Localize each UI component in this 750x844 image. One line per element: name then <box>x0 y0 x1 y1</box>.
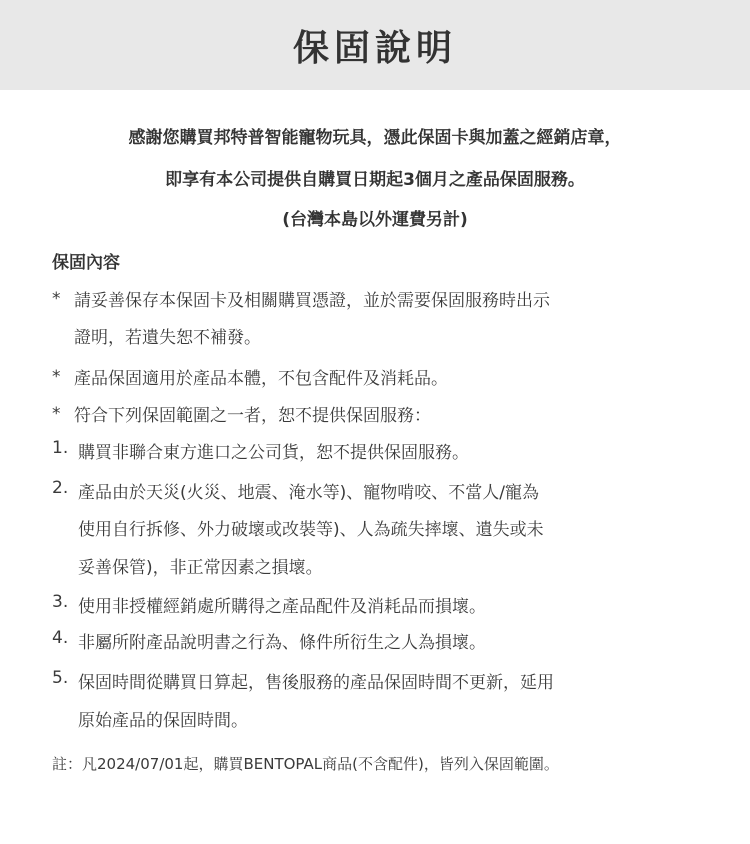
item-4-line-1: 非屬所附產品說明書之行為、條件所衍生之人為損壞。 <box>78 633 486 653</box>
page-title: 保固說明 <box>292 27 457 69</box>
intro-line-1: 感謝您購買邦特普智能寵物玩具，憑此保固卡與加蓋之經銷店章， <box>128 128 622 148</box>
item-number: 3. <box>52 592 69 612</box>
item-1-line-1: 購買非聯合東方進口之公司貨，恕不提供保固服務。 <box>78 443 469 463</box>
item-number: 2. <box>52 478 69 498</box>
item-2-line-2: 使用自行拆修、外力破壞或改裝等)、人為疏失摔壞、遺失或未 <box>78 520 544 540</box>
footnote: 註：凡2024/07/01起，購買BENTOPAL商品(不含配件)，皆列入保固範圍。 <box>52 755 559 773</box>
item-2-line-1: 產品由於天災(火災、地震、淹水等)、寵物啃咬、不當人/寵為 <box>78 483 539 503</box>
title-bar <box>0 0 750 90</box>
item-number: 1. <box>52 438 69 458</box>
bullet-1-line-2: 證明，若遺失恕不補發。 <box>74 328 261 348</box>
item-2-line-3: 妥善保管)，非正常因素之損壞。 <box>78 558 323 578</box>
bullet-marker: * <box>52 289 61 309</box>
item-5-line-1: 保固時間從購買日算起，售後服務的產品保固時間不更新，延用 <box>78 673 554 693</box>
section-title: 保固內容 <box>52 253 120 273</box>
item-number: 5. <box>52 668 69 688</box>
item-3-line-1: 使用非授權經銷處所購得之產品配件及消耗品而損壞。 <box>78 597 486 617</box>
bullet-1-line-1: 請妥善保存本保固卡及相關購買憑證，並於需要保固服務時出示 <box>74 291 550 311</box>
intro-line-2: 即享有本公司提供自購買日期起3個月之產品保固服務。 <box>165 170 585 190</box>
bullet-3-line-1: 符合下列保固範圍之一者，恕不提供保固服務： <box>74 406 431 426</box>
intro-line-3: (台灣本島以外運費另計) <box>282 210 468 230</box>
item-number: 4. <box>52 628 69 648</box>
bullet-2-line-1: 產品保固適用於產品本體，不包含配件及消耗品。 <box>74 369 448 389</box>
bullet-marker: * <box>52 367 61 387</box>
bullet-marker: * <box>52 404 61 424</box>
item-5-line-2: 原始產品的保固時間。 <box>78 711 248 731</box>
